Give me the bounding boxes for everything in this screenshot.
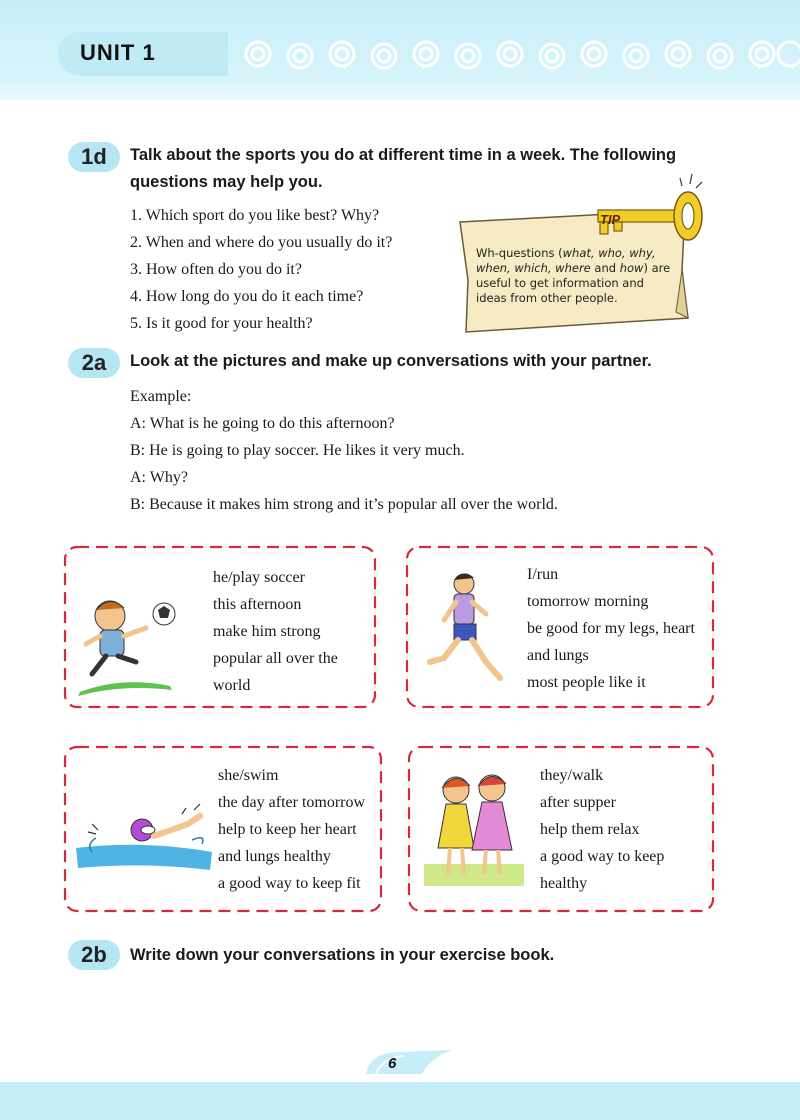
question-item: 5. Is it good for your health? [130, 315, 313, 332]
example-line: B: Because it makes him strong and it’s popular all over the world. [130, 496, 558, 513]
section-2a-instruction: Look at the pictures and make up conversations with your partner. [130, 352, 652, 370]
tip-title: TIP [600, 212, 621, 227]
runner-illustration [430, 573, 500, 678]
question-item: 1. Which sport do you like best? Why? [130, 207, 380, 224]
card-line: this afternoon [213, 596, 302, 613]
section-1d-instruction-line2: questions may help you. [130, 173, 323, 191]
card-line: a good way to keep [540, 848, 665, 865]
card-line: she/swim [218, 767, 279, 784]
question-item: 4. How long do you do it each time? [130, 288, 364, 305]
example-label: Example: [130, 388, 192, 405]
card-line: be good for my legs, heart [527, 620, 695, 637]
footer-band [0, 1082, 800, 1120]
card-line: make him strong [213, 623, 321, 640]
card-line: the day after tomorrow [218, 794, 366, 811]
card-line: I/run [527, 566, 559, 583]
section-2b-instruction: Write down your conversations in your exercise book. [130, 946, 555, 964]
walking-girls-illustration [424, 775, 524, 886]
card-line: he/play soccer [213, 569, 305, 586]
card-line: a good way to keep fit [218, 875, 361, 892]
section-label-2b: 2b [68, 940, 120, 970]
question-item: 2. When and where do you usually do it? [130, 234, 393, 251]
card-line: help to keep her heart [218, 821, 357, 838]
card-line: after supper [540, 794, 616, 811]
tip-text: Wh-questions (what, who, why, when, which, where and how) are useful to get information and ideas from other people. [476, 246, 671, 305]
card-line: tomorrow morning [527, 593, 649, 610]
unit-title: UNIT 1 [80, 40, 156, 65]
card-line: they/walk [540, 767, 604, 784]
card-line: healthy [540, 875, 588, 892]
soccer-player-illustration [78, 601, 175, 696]
card-line: world [213, 677, 251, 694]
card-line: help them relax [540, 821, 640, 838]
section-label-1d: 1d [68, 142, 120, 172]
section-label-2a: 2a [68, 348, 120, 378]
question-item: 3. How often do you do it? [130, 261, 302, 278]
card-line: and lungs [527, 647, 589, 664]
ring-decoration [238, 34, 800, 78]
card-line: most people like it [527, 674, 646, 691]
page-number-badge [360, 1044, 460, 1080]
page-number: 6 [388, 1055, 397, 1072]
swimmer-illustration [76, 804, 212, 870]
card-line: and lungs healthy [218, 848, 331, 865]
example-line: B: He is going to play soccer. He likes it very much. [130, 442, 465, 459]
example-line: A: What is he going to do this afternoon? [130, 415, 395, 432]
example-line: A: Why? [130, 469, 188, 486]
section-1d-instruction-line1: Talk about the sports you do at different time in a week. The following [130, 146, 677, 164]
card-line: popular all over the [213, 650, 338, 667]
